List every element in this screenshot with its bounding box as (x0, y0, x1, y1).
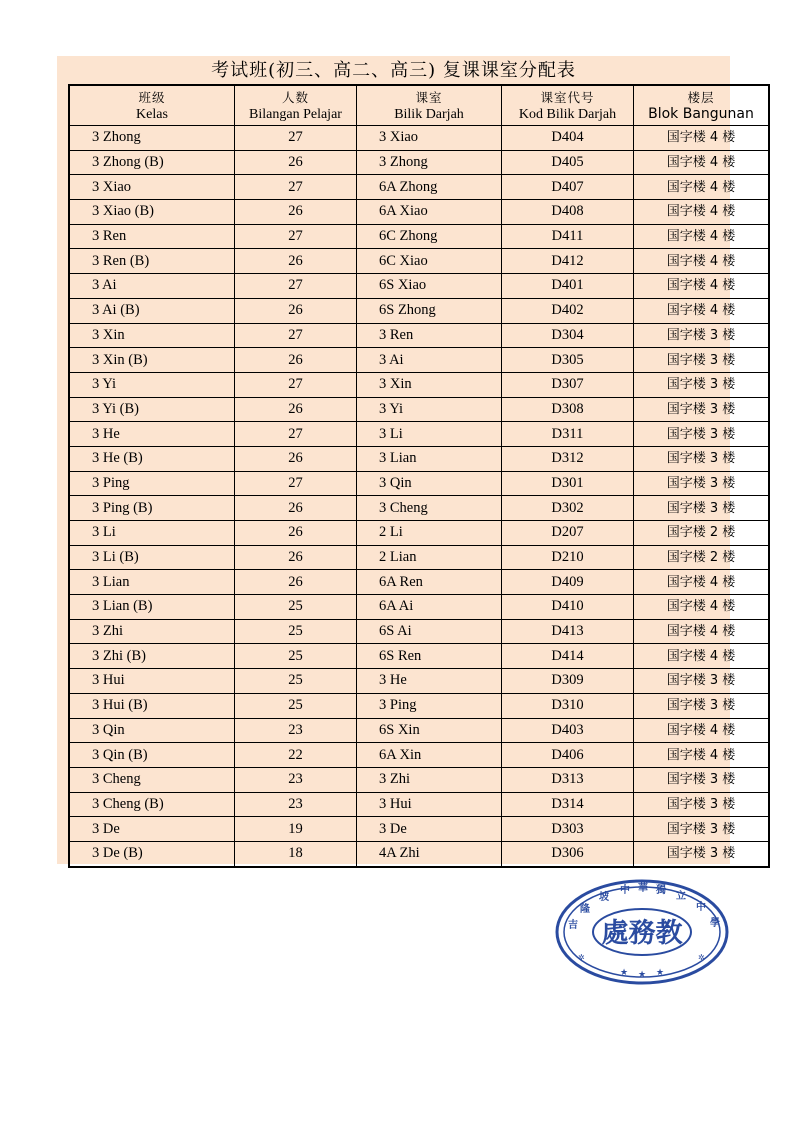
table-row (69, 693, 769, 718)
column-header-classroom: 课室 Bilik Darjah (357, 85, 502, 126)
cell-building-floor: 国字楼 3 楼 (634, 323, 770, 348)
cell-class: 3 Ren (B) (69, 249, 235, 274)
cell-student-count: 26 (235, 446, 357, 471)
cell-room-code: D314 (502, 792, 634, 817)
table-row (69, 496, 769, 521)
cell-classroom: 6S Xin (357, 718, 502, 743)
cell-class: 3 Yi (B) (69, 397, 235, 422)
cell-student-count: 26 (235, 496, 357, 521)
svg-text:★: ★ (656, 968, 665, 978)
cell-student-count: 25 (235, 619, 357, 644)
table-row (69, 249, 769, 274)
cell-classroom: 6A Zhong (357, 175, 502, 200)
cell-classroom: 3 Ping (357, 693, 502, 718)
cell-student-count: 27 (235, 224, 357, 249)
cell-class: 3 Li (B) (69, 545, 235, 570)
cell-student-count: 26 (235, 150, 357, 175)
cell-class: 3 Cheng (B) (69, 792, 235, 817)
cell-classroom: 6S Ren (357, 644, 502, 669)
cell-classroom: 3 Hui (357, 792, 502, 817)
table-row (69, 224, 769, 249)
cell-building-floor: 国字楼 4 楼 (634, 570, 770, 595)
cell-classroom: 3 Lian (357, 446, 502, 471)
cell-building-floor: 国字楼 3 楼 (634, 372, 770, 397)
cell-classroom: 6S Xiao (357, 274, 502, 299)
cell-class: 3 Lian (69, 570, 235, 595)
table-row (69, 817, 769, 842)
cell-room-code: D411 (502, 224, 634, 249)
cell-classroom: 3 He (357, 669, 502, 694)
cell-building-floor: 国字楼 3 楼 (634, 397, 770, 422)
cell-room-code: D311 (502, 422, 634, 447)
cell-student-count: 23 (235, 718, 357, 743)
cell-room-code: D408 (502, 200, 634, 225)
cell-room-code: D413 (502, 619, 634, 644)
cell-student-count: 25 (235, 595, 357, 620)
cell-room-code: D306 (502, 841, 634, 866)
table-row (69, 595, 769, 620)
table-row (69, 372, 769, 397)
cell-class: 3 Qin (69, 718, 235, 743)
cell-classroom: 6C Zhong (357, 224, 502, 249)
table-row (69, 545, 769, 570)
cell-classroom: 6A Xiao (357, 200, 502, 225)
cell-building-floor: 国字楼 4 楼 (634, 224, 770, 249)
table-row (69, 126, 769, 151)
cell-class: 3 De (69, 817, 235, 842)
cell-class: 3 Xin (B) (69, 348, 235, 373)
cell-classroom: 6C Xiao (357, 249, 502, 274)
cell-building-floor: 国字楼 3 楼 (634, 471, 770, 496)
table-row (69, 422, 769, 447)
cell-room-code: D302 (502, 496, 634, 521)
school-office-stamp (554, 878, 730, 986)
cell-room-code: D309 (502, 669, 634, 694)
allocation-table (68, 84, 770, 868)
cell-class: 3 Zhi (69, 619, 235, 644)
cell-student-count: 26 (235, 348, 357, 373)
cell-classroom: 3 Ai (357, 348, 502, 373)
cell-student-count: 27 (235, 274, 357, 299)
cell-student-count: 27 (235, 471, 357, 496)
cell-room-code: D405 (502, 150, 634, 175)
cell-classroom: 2 Lian (357, 545, 502, 570)
cell-room-code: D404 (502, 126, 634, 151)
cell-class: 3 Zhong (B) (69, 150, 235, 175)
cell-class: 3 Zhong (69, 126, 235, 151)
cell-classroom: 2 Li (357, 521, 502, 546)
cell-room-code: D301 (502, 471, 634, 496)
cell-student-count: 27 (235, 422, 357, 447)
cell-room-code: D409 (502, 570, 634, 595)
table-row (69, 767, 769, 792)
cell-classroom: 6A Xin (357, 743, 502, 768)
cell-classroom: 3 Zhi (357, 767, 502, 792)
table-row (69, 644, 769, 669)
cell-class: 3 Xiao (B) (69, 200, 235, 225)
table-row (69, 570, 769, 595)
svg-text:✲: ✲ (578, 953, 585, 962)
table-row (69, 348, 769, 373)
cell-student-count: 27 (235, 372, 357, 397)
column-header-student-count: 人数 Bilangan Pelajar (235, 85, 357, 126)
cell-class: 3 Yi (69, 372, 235, 397)
cell-room-code: D305 (502, 348, 634, 373)
cell-class: 3 Xiao (69, 175, 235, 200)
table-row (69, 323, 769, 348)
page-title: 考试班(初三、高二、高三) 复课课室分配表 (211, 60, 576, 81)
cell-student-count: 25 (235, 669, 357, 694)
cell-classroom: 3 Qin (357, 471, 502, 496)
cell-classroom: 4A Zhi (357, 841, 502, 866)
cell-student-count: 26 (235, 545, 357, 570)
cell-student-count: 25 (235, 693, 357, 718)
cell-student-count: 19 (235, 817, 357, 842)
cell-class: 3 Zhi (B) (69, 644, 235, 669)
cell-student-count: 22 (235, 743, 357, 768)
cell-building-floor: 国字楼 4 楼 (634, 150, 770, 175)
cell-building-floor: 国字楼 4 楼 (634, 249, 770, 274)
cell-building-floor: 国字楼 3 楼 (634, 817, 770, 842)
svg-text:✲: ✲ (698, 953, 705, 962)
cell-room-code: D403 (502, 718, 634, 743)
cell-class: 3 Qin (B) (69, 743, 235, 768)
cell-room-code: D412 (502, 249, 634, 274)
table-row (69, 669, 769, 694)
cell-building-floor: 国字楼 4 楼 (634, 126, 770, 151)
cell-room-code: D406 (502, 743, 634, 768)
stamp-main-text: 處務教 (601, 918, 683, 949)
cell-student-count: 27 (235, 323, 357, 348)
cell-building-floor: 国字楼 3 楼 (634, 348, 770, 373)
cell-building-floor: 国字楼 3 楼 (634, 693, 770, 718)
cell-student-count: 26 (235, 200, 357, 225)
cell-room-code: D308 (502, 397, 634, 422)
cell-room-code: D304 (502, 323, 634, 348)
cell-class: 3 Ping (B) (69, 496, 235, 521)
cell-student-count: 27 (235, 175, 357, 200)
cell-classroom: 3 Xin (357, 372, 502, 397)
svg-text:★: ★ (620, 968, 629, 978)
cell-student-count: 26 (235, 397, 357, 422)
table-row (69, 200, 769, 225)
cell-class: 3 He (69, 422, 235, 447)
cell-student-count: 23 (235, 792, 357, 817)
cell-building-floor: 国字楼 4 楼 (634, 619, 770, 644)
cell-building-floor: 国字楼 3 楼 (634, 422, 770, 447)
cell-building-floor: 国字楼 2 楼 (634, 521, 770, 546)
cell-class: 3 He (B) (69, 446, 235, 471)
cell-building-floor: 国字楼 4 楼 (634, 175, 770, 200)
cell-room-code: D307 (502, 372, 634, 397)
cell-classroom: 3 Yi (357, 397, 502, 422)
cell-building-floor: 国字楼 3 楼 (634, 496, 770, 521)
cell-student-count: 18 (235, 841, 357, 866)
cell-building-floor: 国字楼 2 楼 (634, 545, 770, 570)
table-row (69, 471, 769, 496)
table-row (69, 841, 769, 866)
column-header-room-code: 课室代号 Kod Bilik Darjah (502, 85, 634, 126)
cell-class: 3 Li (69, 521, 235, 546)
table-row (69, 150, 769, 175)
cell-class: 3 Ai (B) (69, 298, 235, 323)
cell-classroom: 3 Ren (357, 323, 502, 348)
cell-building-floor: 国字楼 4 楼 (634, 200, 770, 225)
cell-student-count: 25 (235, 644, 357, 669)
svg-text:★: ★ (638, 970, 647, 980)
cell-room-code: D303 (502, 817, 634, 842)
column-header-class: 班级 Kelas (69, 85, 235, 126)
cell-room-code: D401 (502, 274, 634, 299)
cell-classroom: 3 Zhong (357, 150, 502, 175)
cell-classroom: 3 Xiao (357, 126, 502, 151)
cell-classroom: 6A Ai (357, 595, 502, 620)
table-row (69, 274, 769, 299)
table-row (69, 743, 769, 768)
cell-classroom: 6A Ren (357, 570, 502, 595)
cell-building-floor: 国字楼 4 楼 (634, 718, 770, 743)
table-row (69, 521, 769, 546)
cell-room-code: D410 (502, 595, 634, 620)
cell-room-code: D207 (502, 521, 634, 546)
cell-room-code: D402 (502, 298, 634, 323)
cell-room-code: D310 (502, 693, 634, 718)
cell-building-floor: 国字楼 4 楼 (634, 595, 770, 620)
cell-room-code: D407 (502, 175, 634, 200)
table-row (69, 397, 769, 422)
cell-classroom: 6S Zhong (357, 298, 502, 323)
cell-student-count: 23 (235, 767, 357, 792)
cell-student-count: 26 (235, 521, 357, 546)
cell-building-floor: 国字楼 4 楼 (634, 298, 770, 323)
cell-building-floor: 国字楼 4 楼 (634, 743, 770, 768)
cell-classroom: 6S Ai (357, 619, 502, 644)
table-row (69, 619, 769, 644)
cell-room-code: D312 (502, 446, 634, 471)
cell-building-floor: 国字楼 4 楼 (634, 274, 770, 299)
cell-room-code: D210 (502, 545, 634, 570)
column-header-building-floor: 楼层 Blok Bangunan (634, 85, 770, 126)
header-row (69, 85, 769, 126)
cell-building-floor: 国字楼 3 楼 (634, 767, 770, 792)
cell-room-code: D414 (502, 644, 634, 669)
cell-classroom: 3 De (357, 817, 502, 842)
cell-class: 3 Ping (69, 471, 235, 496)
table-row (69, 792, 769, 817)
cell-class: 3 Hui (69, 669, 235, 694)
cell-classroom: 3 Li (357, 422, 502, 447)
cell-class: 3 Ai (69, 274, 235, 299)
cell-student-count: 26 (235, 570, 357, 595)
cell-room-code: D313 (502, 767, 634, 792)
cell-student-count: 26 (235, 249, 357, 274)
cell-building-floor: 国字楼 4 楼 (634, 644, 770, 669)
cell-class: 3 Cheng (69, 767, 235, 792)
cell-class: 3 Ren (69, 224, 235, 249)
cell-classroom: 3 Cheng (357, 496, 502, 521)
cell-building-floor: 国字楼 3 楼 (634, 792, 770, 817)
cell-class: 3 Lian (B) (69, 595, 235, 620)
stamp-ring-text: 吉隆坡中 華 獨立中學 (568, 883, 720, 931)
cell-class: 3 De (B) (69, 841, 235, 866)
table-row (69, 298, 769, 323)
cell-class: 3 Hui (B) (69, 693, 235, 718)
cell-building-floor: 国字楼 3 楼 (634, 841, 770, 866)
table-row (69, 446, 769, 471)
cell-student-count: 26 (235, 298, 357, 323)
cell-student-count: 27 (235, 126, 357, 151)
cell-building-floor: 国字楼 3 楼 (634, 669, 770, 694)
table-row (69, 718, 769, 743)
cell-class: 3 Xin (69, 323, 235, 348)
table-row (69, 175, 769, 200)
cell-building-floor: 国字楼 3 楼 (634, 446, 770, 471)
